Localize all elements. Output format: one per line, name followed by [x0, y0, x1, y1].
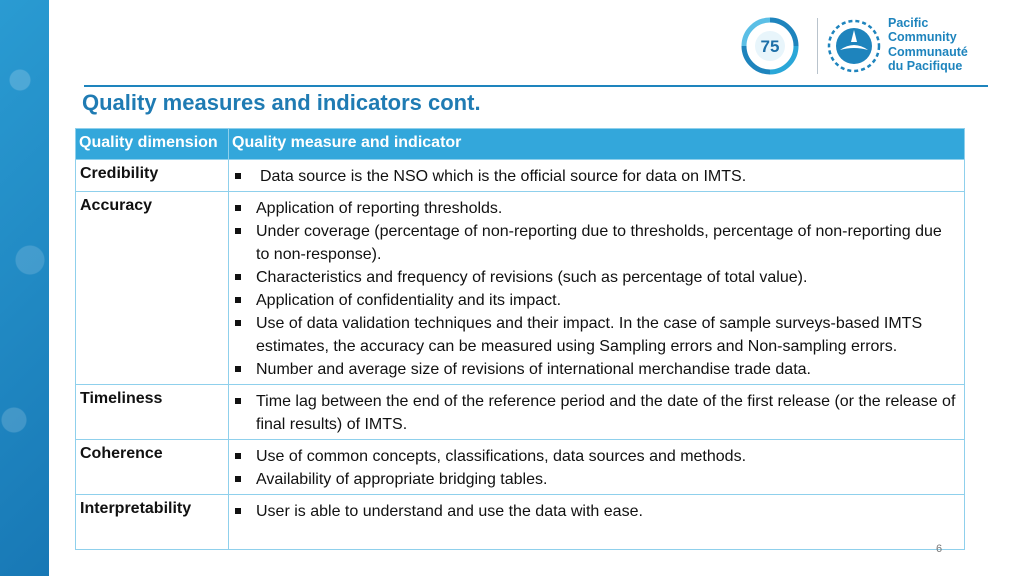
list-item: Availability of appropriate bridging tables.	[233, 468, 956, 491]
measures-cell	[229, 495, 965, 550]
measures-cell	[229, 160, 965, 192]
table-row	[76, 385, 965, 440]
bullet-list	[233, 390, 956, 436]
spc-emblem-icon	[826, 16, 882, 76]
table-row	[76, 192, 965, 385]
dimension-cell: Credibility	[76, 160, 229, 192]
header-rule	[84, 85, 988, 87]
square-bullet-icon	[235, 476, 241, 482]
nso-75-logo	[734, 14, 806, 78]
square-bullet-icon	[235, 274, 241, 280]
list-item: Use of data validation techniques and their impact. In the case of sample surveys-based IMTS estimates, the accuracy can be measured using Sampling errors and Non-sampling errors.	[233, 312, 956, 358]
list-item: Data source is the NSO which is the official source for data on IMTS.	[233, 165, 956, 188]
square-bullet-icon	[235, 398, 241, 404]
list-item: Application of reporting thresholds.	[233, 197, 956, 220]
list-item: Time lag between the end of the reference period and the date of the first release (or the release of final results) of IMTS.	[233, 390, 956, 436]
quality-table	[75, 128, 965, 550]
square-bullet-icon	[235, 205, 241, 211]
column-header-measure: Quality measure and indicator	[229, 129, 965, 160]
dimension-cell: Interpretability	[76, 495, 229, 550]
square-bullet-icon	[235, 173, 241, 179]
measures-cell	[229, 440, 965, 495]
logo-divider	[817, 18, 818, 74]
dimension-cell: Coherence	[76, 440, 229, 495]
page-number: 6	[936, 543, 943, 555]
list-item: User is able to understand and use the data with ease.	[233, 500, 956, 523]
spc-wordmark: Pacific Community Communauté du Pacifique	[888, 16, 968, 73]
bullet-list	[233, 500, 956, 523]
column-header-dimension: Quality dimension	[76, 129, 229, 160]
list-item: Number and average size of revisions of international merchandise trade data.	[233, 358, 956, 381]
square-bullet-icon	[235, 453, 241, 459]
square-bullet-icon	[235, 297, 241, 303]
logo-area	[734, 14, 974, 78]
bullet-list	[233, 165, 956, 188]
square-bullet-icon	[235, 508, 241, 514]
table-row	[76, 440, 965, 495]
list-item: Characteristics and frequency of revisions (such as percentage of total value).	[233, 266, 956, 289]
list-item: Application of confidentiality and its impact.	[233, 289, 956, 312]
square-bullet-icon	[235, 228, 241, 234]
svg-text:75: 75	[760, 37, 780, 56]
page-title: Quality measures and indicators cont.	[82, 90, 481, 115]
square-bullet-icon	[235, 366, 241, 372]
table-row	[76, 160, 965, 192]
dimension-cell: Accuracy	[76, 192, 229, 385]
measures-cell	[229, 192, 965, 385]
measures-cell	[229, 385, 965, 440]
list-item: Use of common concepts, classifications, data sources and methods.	[233, 445, 956, 468]
bullet-list	[233, 445, 956, 491]
square-bullet-icon	[235, 320, 241, 326]
dimension-cell: Timeliness	[76, 385, 229, 440]
table-header-row	[76, 129, 965, 160]
bullet-list	[233, 197, 956, 381]
decorative-side-strip	[0, 0, 49, 576]
list-item: Under coverage (percentage of non-reporting due to thresholds, percentage of non-reporting due to non-response).	[233, 220, 956, 266]
table-row	[76, 495, 965, 550]
